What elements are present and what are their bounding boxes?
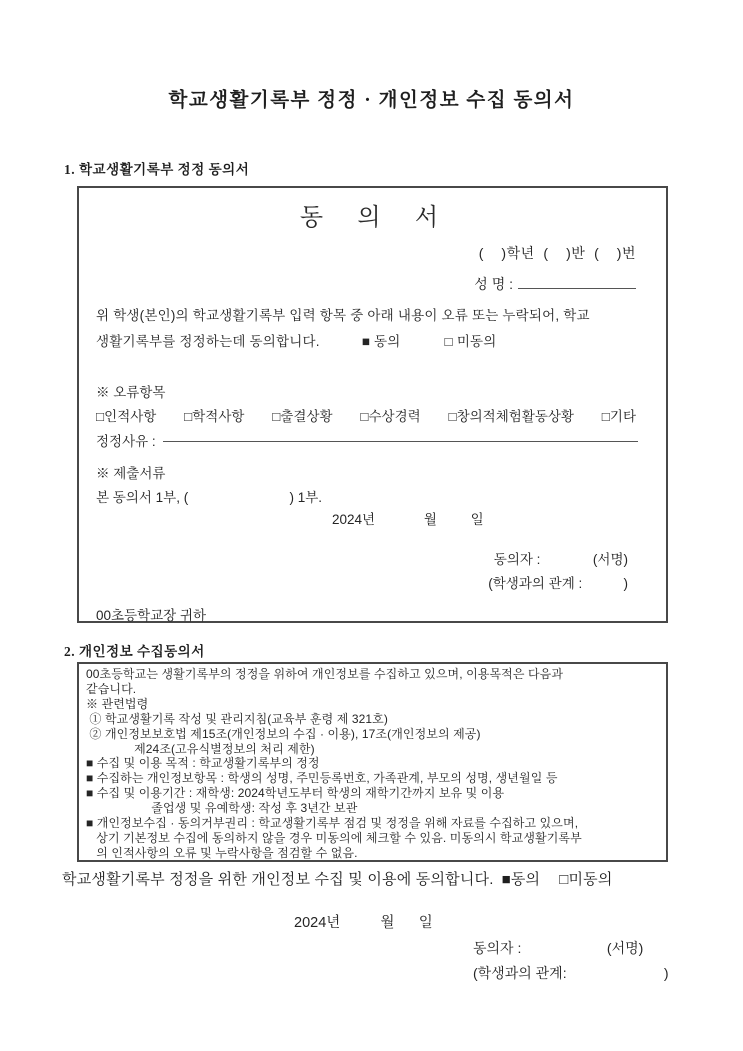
statement-line1: 위 학생(본인)의 학교생활기록부 입력 항목 중 아래 내용이 오류 또는 누락되어, 학교 bbox=[96, 308, 590, 323]
agree-checkbox-checked: ■ 동의 bbox=[361, 333, 401, 349]
privacy-line: 00초등학교는 생활기록부의 정정을 위하여 개인정보를 수집하고 있으며, 이용목적은 다음과 bbox=[86, 667, 564, 681]
error-item-checkbox-personal: □인적사항 bbox=[96, 409, 157, 424]
grade-class-number-line: ( )학년 ( )반 ( )번 bbox=[478, 245, 636, 261]
signer-relation-line: (학생과의 관계: ) bbox=[473, 965, 669, 981]
section2-signer-block bbox=[473, 936, 669, 986]
final-agree-checkbox-checked: ■동의 bbox=[501, 871, 541, 888]
error-items-row bbox=[96, 405, 636, 425]
error-item-checkbox-awards: □수상경력 bbox=[360, 409, 421, 424]
name-label: 성 명 : bbox=[474, 276, 513, 292]
section1-signer-block bbox=[488, 548, 628, 596]
document-title: 학교생활기록부 정정 · 개인정보 수집 동의서 bbox=[168, 90, 575, 111]
section2-date-line: 2024년 월 일 bbox=[294, 915, 433, 931]
privacy-line: ■ 수집 및 이용기간 : 재학생: 2024학년도부터 학생의 재학기간까지 보유 및 이용 bbox=[86, 786, 505, 801]
privacy-line: ② 개인정보보호법 제15조(개인정보의 수집 · 이용), 17조(개인정보의 제공) bbox=[86, 726, 481, 741]
signer-name-line: 동의자 : (서명) bbox=[493, 552, 628, 567]
section2-heading: 2. 개인정보 수집동의서 bbox=[64, 644, 205, 659]
section1-consent-box bbox=[77, 186, 668, 623]
correction-reason-line bbox=[96, 430, 638, 450]
section1-heading: 1. 학교생활기록부 정정 동의서 bbox=[64, 162, 250, 177]
privacy-line: ※ 관련법령 bbox=[86, 696, 149, 711]
error-item-checkbox-academic: □학적사항 bbox=[184, 409, 245, 424]
privacy-line: 제24조(고유식별정보의 처리 제한) bbox=[86, 741, 315, 756]
error-item-checkbox-creative-activity: □창의적체험활동상황 bbox=[448, 409, 574, 424]
disagree-checkbox: □ 미동의 bbox=[444, 333, 497, 349]
final-consent-line bbox=[62, 868, 613, 889]
statement-line2-text: 생활기록부를 정정하는데 동의합니다. bbox=[96, 333, 320, 349]
final-disagree-checkbox: □미동의 bbox=[559, 871, 613, 888]
privacy-line: ■ 수집하는 개인정보항목 : 학생의 성명, 주민등록번호, 가족관계, 부모의 성명, 생년월일 등 bbox=[86, 771, 558, 786]
name-line bbox=[474, 274, 636, 294]
privacy-line: 의 인적사항의 오류 및 누락사항을 점검할 수 없음. bbox=[86, 845, 358, 860]
final-consent-text: 학교생활기록부 정정을 위한 개인정보 수집 및 이용에 동의합니다. bbox=[62, 871, 494, 888]
section1-date-line: 2024년 월 일 bbox=[332, 512, 484, 527]
privacy-line: ① 학교생활기록 작성 및 관리지침(교육부 훈령 제 321호) bbox=[86, 711, 388, 726]
error-items-label: ※ 오류항목 bbox=[96, 385, 166, 400]
correction-statement bbox=[96, 303, 652, 354]
addressee-line: 00초등학교장 귀하 bbox=[96, 608, 207, 623]
statement-line2 bbox=[96, 329, 652, 355]
error-item-checkbox-attendance: □출결상황 bbox=[272, 409, 333, 424]
privacy-line: ■ 수집 및 이용 목적 : 학교생활기록부의 정정 bbox=[86, 756, 320, 771]
submission-docs-label: ※ 제출서류 bbox=[96, 466, 166, 481]
error-item-checkbox-other: □기타 bbox=[601, 409, 636, 424]
submission-docs-line: 본 동의서 1부, ( ) 1부. bbox=[96, 490, 323, 505]
name-blank-line bbox=[518, 277, 636, 289]
privacy-line: ■ 개인정보수집 · 동의거부권리 : 학교생활기록부 점검 및 정정을 위해 자료를 수집하고 있으며, bbox=[86, 816, 579, 831]
privacy-line: 상기 기본정보 수집에 동의하지 않을 경우 미동의에 체크할 수 있음. 미동의시 학교생활기록부 bbox=[86, 830, 582, 845]
consent-form-title: 동 의 서 bbox=[299, 204, 446, 231]
privacy-notice-body bbox=[79, 664, 666, 861]
reason-label: 정정사유 : bbox=[96, 434, 156, 449]
reason-blank-line bbox=[163, 430, 638, 442]
privacy-line: 같습니다. bbox=[86, 681, 137, 696]
signer-name-line: 동의자 : (서명) bbox=[473, 940, 644, 956]
section2-privacy-box bbox=[77, 662, 668, 862]
signer-relation-line: (학생과의 관계 : ) bbox=[488, 576, 628, 591]
privacy-line: 졸업생 및 유예학생: 작성 후 3년간 보관 bbox=[86, 801, 358, 816]
